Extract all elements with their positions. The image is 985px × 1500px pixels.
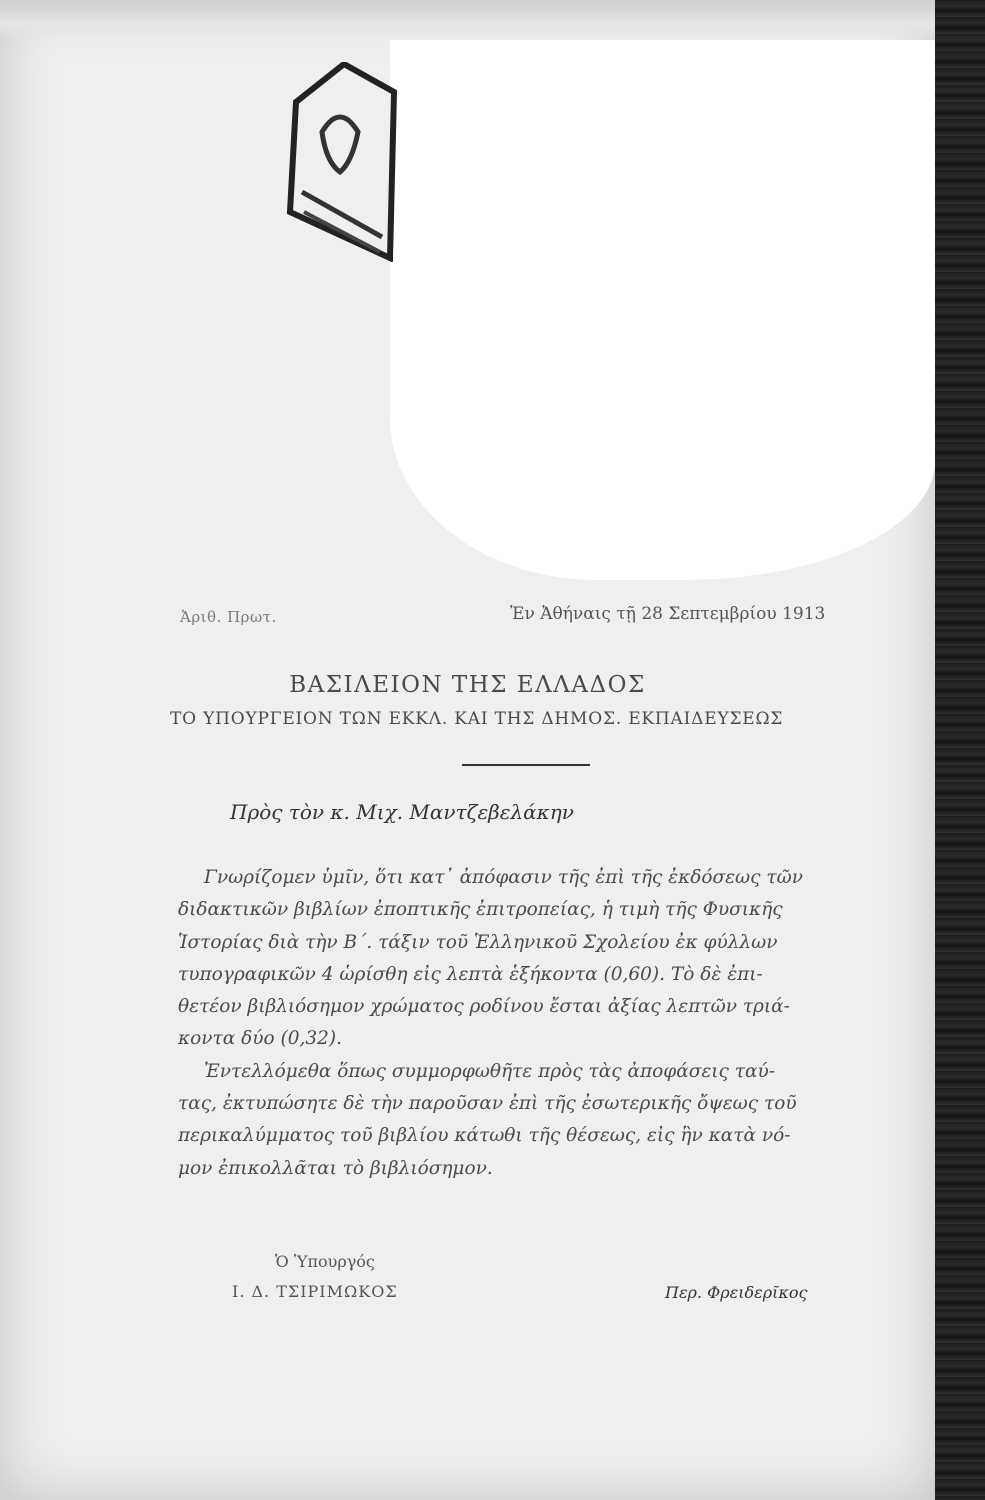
bleached-area	[390, 40, 935, 580]
worn-edge	[0, 0, 935, 40]
divider	[462, 764, 590, 766]
place-date: Ἐν Ἀθήναις τῇ 28 Σεπτεμβρίου 1913	[510, 604, 826, 624]
protocol-number-label: Ἀριθ. Πρωτ.	[180, 608, 277, 626]
paragraph-line: μον ἐπικολλᾶται τὸ βιβλιόσημον.	[178, 1157, 493, 1179]
paragraph-line: περικαλύμματος τοῦ βιβλίου κάτωθι τῆς θέσεως, εἰς ἣν κατὰ νό-	[178, 1125, 791, 1147]
stamp-mark	[282, 62, 402, 262]
paragraph-2	[178, 1056, 890, 1185]
letter-body	[178, 862, 890, 1185]
paragraph-1	[178, 862, 890, 1056]
paragraph-line: Ἱστορίας διὰ τὴν Β΄. τάξιν τοῦ Ἑλληνικοῦ Σχολείου ἐκ φύλλων	[178, 931, 778, 953]
paragraph-line: τας, ἐκτυπώσητε δὲ τὴν παροῦσαν ἐπὶ τῆς ἐσωτερικῆς ὄψεως τοῦ	[178, 1093, 797, 1115]
addressee: Πρὸς τὸν κ. Μιχ. Μαντζεβελάκην	[230, 800, 574, 824]
paragraph-line: Γνωρίζομεν ὑμῖν, ὅτι κατ᾽ ἀπόφασιν τῆς ἐπὶ τῆς ἐκδόσεως τῶν	[204, 867, 803, 888]
minister-name: Ι. Δ. ΤΣΙΡΙΜΩΚΟΣ	[232, 1282, 398, 1301]
paragraph-line: Ἐντελλόμεθα ὅπως συμμορφωθῆτε πρὸς τὰς ἀποφάσεις ταύ-	[204, 1060, 775, 1082]
paragraph-line: διδακτικῶν βιβλίων ἐποπτικῆς ἐπιτροπείας, ἡ τιμὴ τῆς Φυσικῆς	[178, 899, 783, 921]
paragraph-line: τυπογραφικῶν 4 ὡρίσθη εἰς λεπτὰ ἑξήκοντα (0,60). Τὸ δὲ ἐπι-	[178, 963, 763, 985]
minister-title: Ὁ Ὑπουργός	[275, 1252, 375, 1271]
paragraph-line: κοντα δύο (0,32).	[178, 1028, 343, 1050]
paragraph-line: θετέον βιβλιόσημον χρώματος ροδίνου ἔσται ἀξίας λεπτῶν τριά-	[178, 996, 790, 1018]
countersignature: Περ. Φρειδερῖκος	[665, 1283, 808, 1302]
ministry-heading: ΤΟ ΥΠΟΥΡΓΕΙΟΝ ΤΩΝ ΕΚΚΛ. ΚΑΙ ΤΗΣ ΔΗΜΟΣ. ΕΚΠΑΙΔΕΥΣΕΩΣ	[170, 709, 784, 729]
kingdom-heading: ΒΑΣΙΛΕΙΟΝ ΤΗΣ ΕΛΛΑΔΟΣ	[289, 672, 646, 698]
